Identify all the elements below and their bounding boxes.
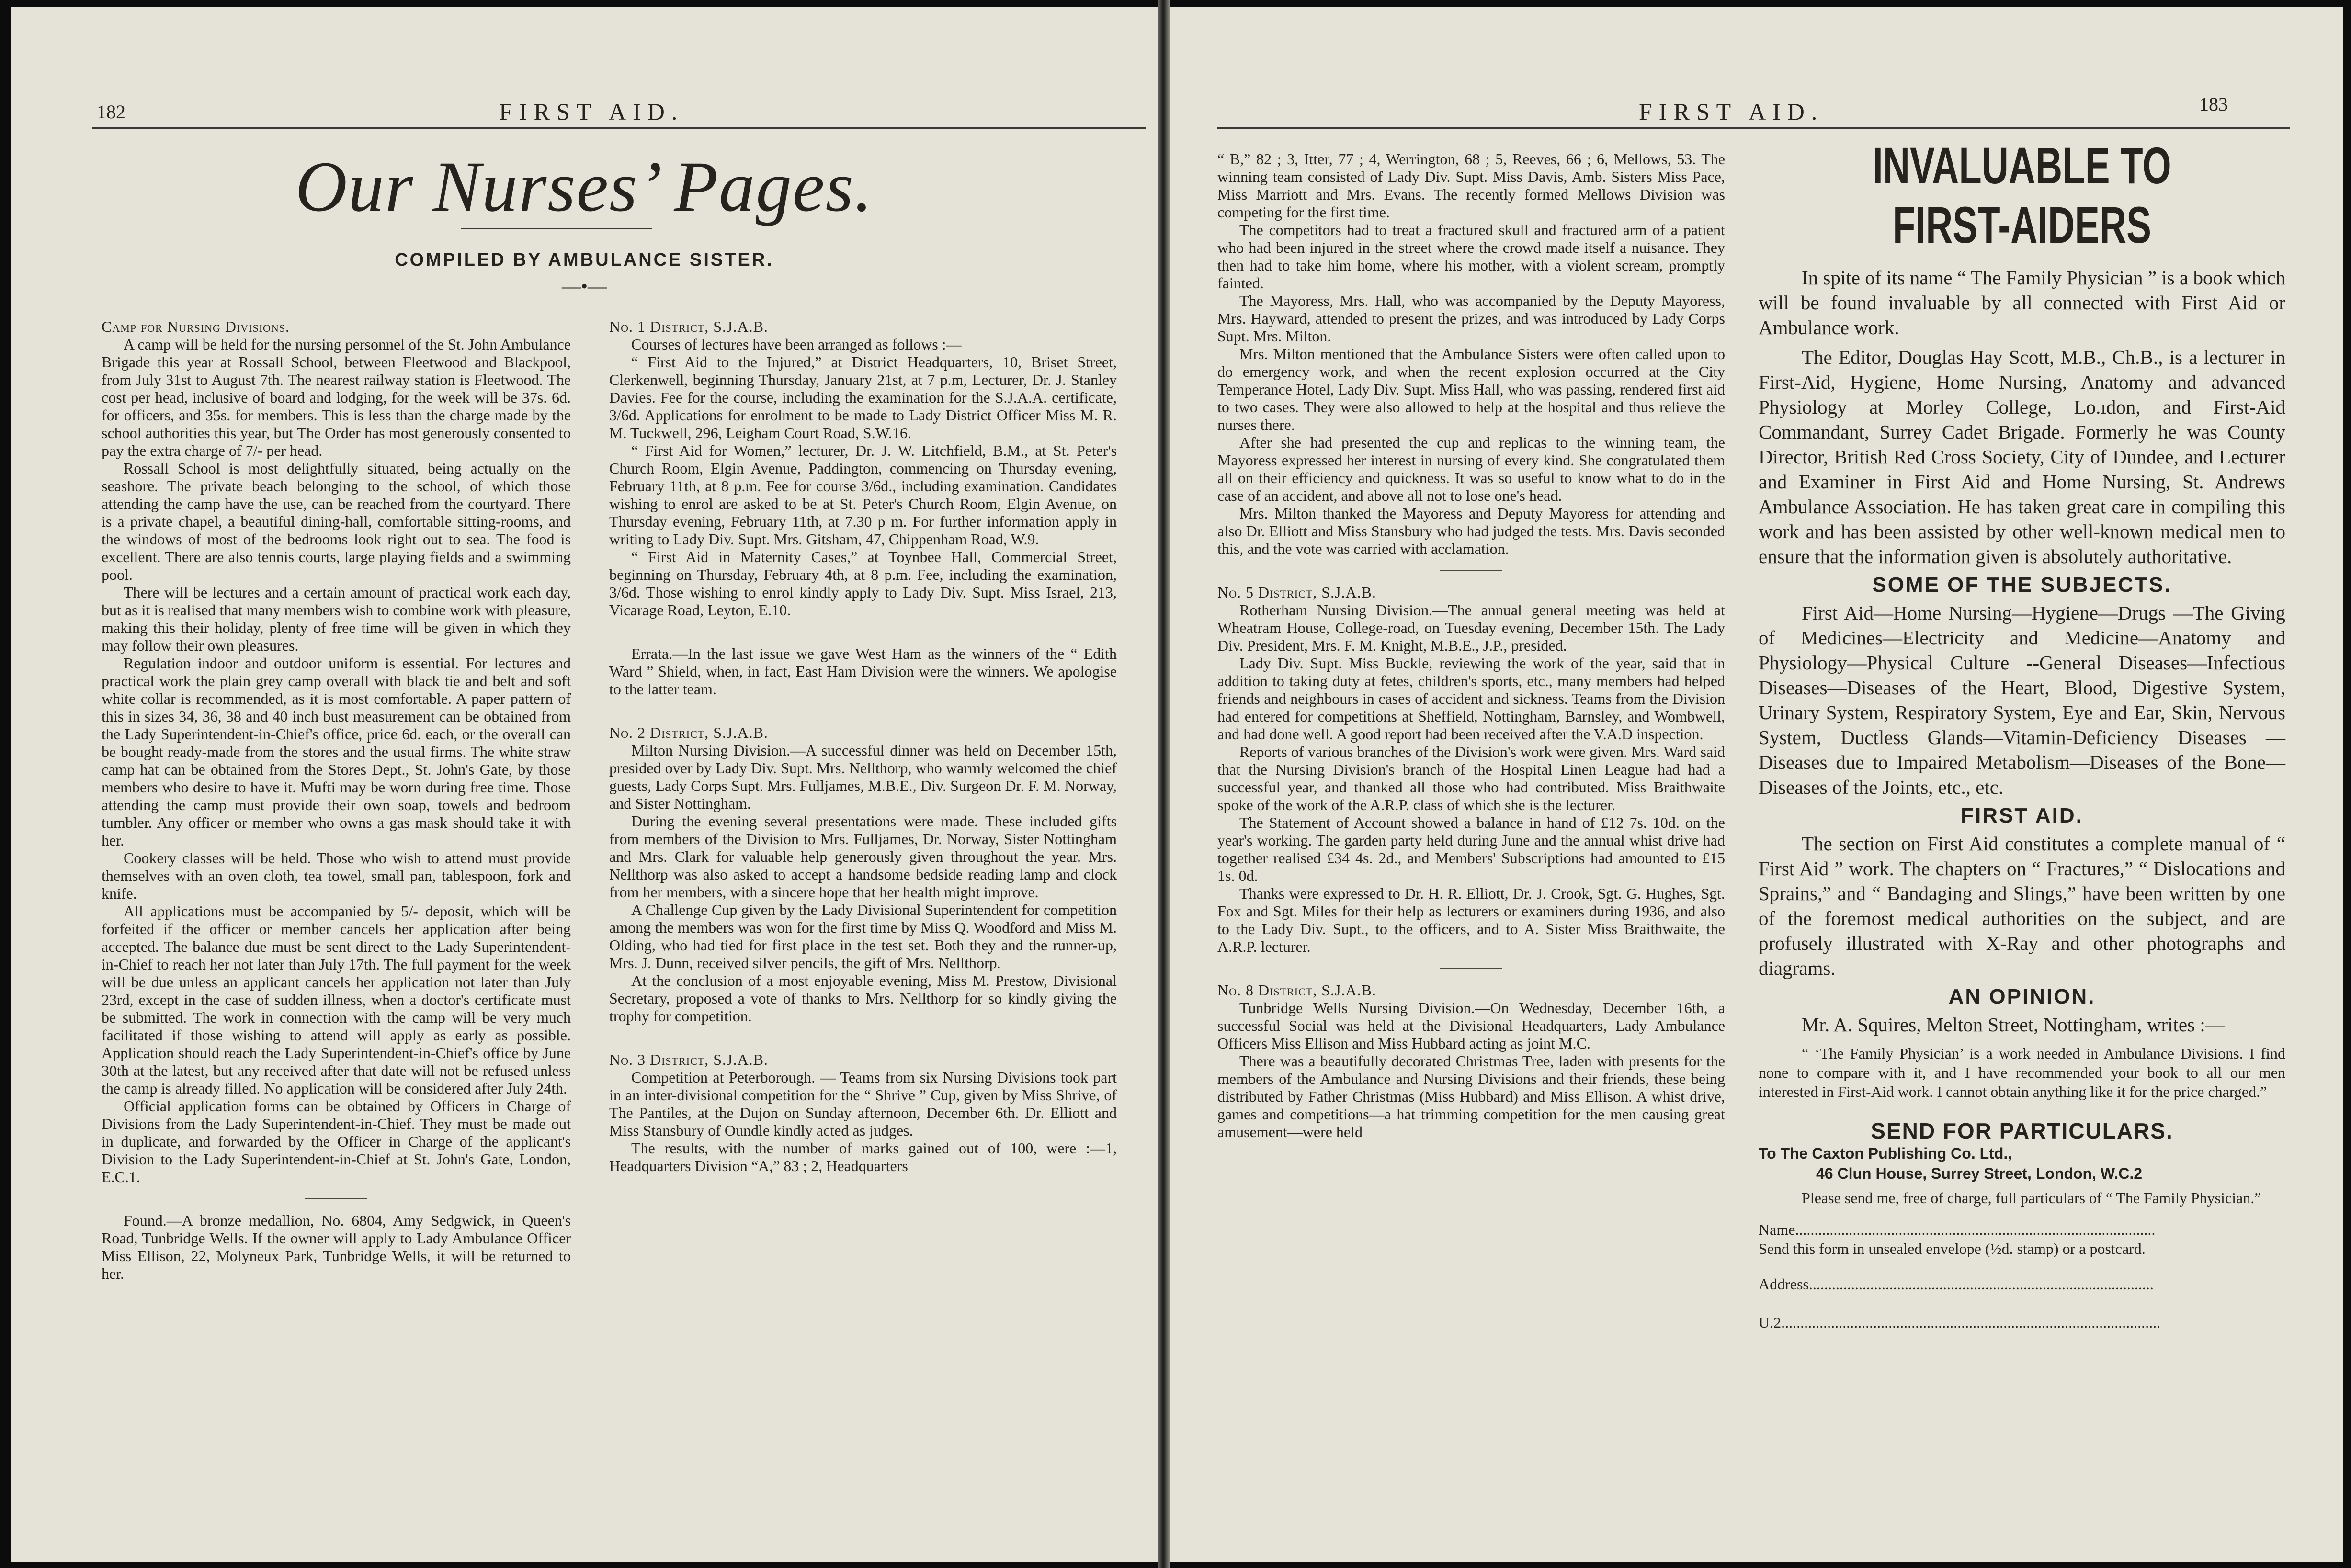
paragraph: Rotherham Nursing Division.—The annual general meeting was held at Wheatram House, College-road, on Tuesday evening, December 15th. The Lady Div. President, Mrs. F. M. Knight, M.B.E., J.P., presided. xyxy=(1217,601,1725,654)
paragraph: A camp will be held for the nursing personnel of the St. John Ambulance Brigade this year at Rossall School, between Fleetwood and Blackpool, from July 31st to August 7th. The nearest railway station is Fleetwood. The cost per head, inclusive of board and lodging, for the week will be 37s. 6d. for officers, and 35s. for members. This is less than the charge made by the school authorities this year, but The Order has most generously consented to pay the extra charge of 7/- per head. xyxy=(102,336,571,459)
left-page xyxy=(11,7,1158,1562)
name-label: Name xyxy=(1759,1221,1795,1238)
header-rule xyxy=(92,127,1146,129)
paragraph: Courses of lectures have been arranged as follows :— xyxy=(631,336,962,353)
found-notice: Found.—A bronze medallion, No. 6804, Amy Sedgwick, in Queen's Road, Tunbridge Wells. If the owner will apply to Lady Ambulance Officer Miss Ellison, 22, Molyneux Park, Tunbridge Wells, it will be returned to her. xyxy=(102,1212,571,1282)
section-subtitle: COMPILED BY AMBULANCE SISTER. xyxy=(395,250,774,270)
subjects-heading: SOME OF THE SUBJECTS. xyxy=(1872,573,2172,597)
paragraph: At the conclusion of a most enjoyable evening, Miss M. Prestow, Divisional Secretary, proposed a vote of thanks to Mrs. Nellthorp for so kindly giving the trophy for competition. xyxy=(609,972,1117,1025)
paragraph: “ First Aid for Women,” lecturer, Dr. J. W. Litchfield, B.M., at St. Peter's Church Room, Elgin Avenue, Paddington, commencing on Thursday evening, February 11th, at 8 p.m. Fee for course 3/6d., including examination. Candidates wishing to enrol are asked to be at St. Peter's Church Room, Elgin Avenue, on Thursday evening, February 11th, at 7.30 p m. For further information apply in writing to Lady Div. Supt. Mrs. Gitsham, 47, Chippenham Road, W.9. xyxy=(609,442,1117,548)
header-rule xyxy=(1217,127,2290,129)
right-column-1 xyxy=(1217,150,1725,1141)
district-8-heading: No. 8 District, S.J.A.B. xyxy=(1217,981,1376,999)
paragraph: “ B,” 82 ; 3, Itter, 77 ; 4, Werrington, 68 ; 5, Reeves, 66 ; 6, Mellows, 53. The winning team consisted of Lady Div. Supt. Miss Davis, Amb. Sisters Miss Pace, Miss Marriott and Mrs. Evans. The recently formed Mellows Division was competing for the first time. xyxy=(1217,150,1725,221)
opinion-heading: AN OPINION. xyxy=(1948,985,2096,1008)
first-aid-heading: FIRST AID. xyxy=(1961,804,2083,827)
running-head: FIRST AID. xyxy=(1639,98,1824,125)
paragraph: Tunbridge Wells Nursing Division.—On Wednesday, December 16th, a successful Social was held at the Divisional Headquarters, Lady Ambulance Officers Miss Ellison and Miss Hubbard acting as joint M.C. xyxy=(1217,999,1725,1052)
district-1-heading: No. 1 District, S.J.A.B. xyxy=(609,318,768,335)
paragraph: The results, with the number of marks gained out of 100, were :—1, Headquarters Division “A,” 83 ; 2, Headquarters xyxy=(609,1139,1117,1174)
running-head: FIRST AID. xyxy=(499,98,684,125)
page-number: 183 xyxy=(2199,93,2228,115)
code-label: U.2 xyxy=(1759,1314,1782,1331)
form-note: Send this form in unsealed envelope (½d. stamp) or a postcard. xyxy=(1759,1240,2146,1257)
book-gutter xyxy=(1158,0,1170,1568)
to-line: To The Caxton Publishing Co. Ltd., xyxy=(1759,1145,2012,1162)
ornament: —•— xyxy=(561,275,607,297)
paragraph: Milton Nursing Division.—A successful dinner was held on December 15th, presided over by Lady Div. Supt. Mrs. Nellthorp, who warmly welcomed the chief guests, Lady Corps Supt. Mrs. Fulljames, M.B.E., Div. Surgeon Dr. F. M. Norway, and Sister Nottingham. xyxy=(609,742,1117,812)
paragraph: During the evening several presentations were made. These included gifts from members of the Division to Mrs. Fulljames, Dr. Norway, Sister Nottingham and Mrs. Clark for valuable help generously given throughout the year. Mrs. Nellthorp was also asked to accept a handsome bedside reading lamp and clock from her members, with a sincere hope that her health might improve. xyxy=(609,812,1117,901)
title-underline xyxy=(461,228,652,229)
ad-first-aid: The section on First Aid constitutes a complete manual of “ First Aid ” work. The chapters on “ Fractures,” “ Dislocations and Sprains,” and “ Bandaging and Slings,” have been written by one of the foremost medical authorities on the subject, and are profusely illustrated with X-Ray and other photographs and diagrams. xyxy=(1759,833,2285,979)
paragraph: The Statement of Account showed a balance in hand of £12 7s. 10d. on the year's working. The garden party held during June and the annual whist drive had together realised £34 4s. 2d., and Members' Subscriptions had amounted to £15 1s. 0d. xyxy=(1217,814,1725,884)
ad-headline-1: INVALUABLE TO xyxy=(1873,136,2171,194)
paragraph: Lady Div. Supt. Miss Buckle, reviewing the work of the year, said that in addition to taking duty at fetes, children's sports, etc., many members had helped friends and neighbours in cases of accident and sickness. Teams from the Division had entered for competitions at Sheffield, Nottingham, Barnsley, and Wombwell, and had done well. A good report had been received after the V.A.D inspection. xyxy=(1217,654,1725,743)
separator xyxy=(1440,570,1502,571)
ad-editor: The Editor, Douglas Hay Scott, M.B., Ch.B., is a lecturer in First-Aid, Hygiene, Home Nursing, Anatomy and advanced Physiology at Morley College, Lo.ıdon, and First-Aid Commandant, Surrey Cadet Brigade. Formerly he was County Director, British Red Cross Society, City of Dundee, and Lecturer and Examiner in First Aid and Home Nursing, St. Andrews Ambulance Association. He has taken great care in compiling this work and has been assisted by other well-known medical men to ensure that the information given is absolutely authoritative. xyxy=(1759,346,2285,567)
right-page xyxy=(1170,7,2343,1562)
address-field[interactable]: Address.......................................................................................... xyxy=(1759,1275,2154,1293)
name-field[interactable]: Name.............................................................................................. xyxy=(1759,1221,2156,1238)
address-line: 46 Clun House, Surrey Street, London, W.C.2 xyxy=(1816,1165,2142,1182)
paragraph: Regulation indoor and outdoor uniform is essential. For lectures and practical work the plain grey camp overall with black tie and belt and soft white collar is recommended, as it is most comfortable. A paper pattern of this in sizes 34, 36, 38 and 40 inch bust measurement can be obtained from the Lady Superintendent-in-Chief's office, price 6d. each, or the overall can be bought ready-made from the stores and the usual firms. The white straw camp hat can be obtained from the Stores Dept., St. John's Gate, by those members who desire to have it. Mufti may be worn during free time. Those attending the camp must provide their own soap, towels and bedroom tumbler. Any officer or member who owns a gas mask should take it with her. xyxy=(102,654,571,849)
paragraph: Mrs. Milton mentioned that the Ambulance Sisters were often called upon to do emergency work, and when the recent explosion occurred at the City Temperance Hotel, Lady Div. Supt. Miss Hall, who was passing, rendered first aid to two cases. They were also allowed to help at the hospital and thus relieve the nurses there. xyxy=(1217,345,1725,433)
address-label: Address xyxy=(1759,1275,1809,1293)
ad-intro: In spite of its name “ The Family Physician ” is a book which will be found invaluable by all connected with First Aid or Ambulance work. xyxy=(1759,267,2285,338)
ad-opinion-intro: Mr. A. Squires, Melton Street, Nottingham, writes :— xyxy=(1802,1014,2225,1036)
paragraph: Competition at Peterborough. — Teams from six Nursing Divisions took part in an inter-divisional competition for the “ Shrive ” Cup, given by Miss Shrive, of The Pantiles, at the Dujon on Sunday afternoon, December 6th. Dr. Elliott and Miss Stansbury of Oundle kindly acted as judges. xyxy=(609,1069,1117,1139)
paragraph: The Mayoress, Mrs. Hall, who was accompanied by the Deputy Mayoress, Mrs. Hayward, attended to present the prizes, and was introduced by Lady Corps Supt. Mrs. Milton. xyxy=(1217,292,1725,345)
section-title: Our Nurses’ Pages. xyxy=(295,147,874,226)
paragraph: A Challenge Cup given by the Lady Divisional Superintendent for competition among the members was won for the first time by Miss Q. Woodford and Miss M. Olding, who had tied for first place in the test set. Both they and the runner-up, Mrs. J. Dunn, received silver pencils, the gift of Mrs. Nellthorp. xyxy=(609,901,1117,971)
send-heading: SEND FOR PARTICULARS. xyxy=(1871,1118,2173,1143)
separator xyxy=(1440,968,1502,969)
page-number: 182 xyxy=(97,101,125,123)
paragraph: Mrs. Milton thanked the Mayoress and Deputy Mayoress for attending and also Dr. Elliott and Miss Stansbury who had judged the tests. Mrs. Davis seconded this, and the vote was carried with acclamation. xyxy=(1217,505,1725,557)
ad-headline-2: FIRST-AIDERS xyxy=(1892,196,2152,254)
district-5-heading: No. 5 District, S.J.A.B. xyxy=(1217,584,1376,601)
paragraph: Thanks were expressed to Dr. H. R. Elliott, Dr. J. Crook, Sgt. G. Hughes, Sgt. Fox and Sgt. Miles for their help as lecturers or examiners during 1936, and also to the Lady Div. Supt., to the officers, and to A. Sister Miss Braithwaite, the A.R.P. lecturer. xyxy=(1217,885,1725,955)
paragraph: There was a beautifully decorated Christmas Tree, laden with presents for the members of the Ambulance and Nursing Divisions and their friends, these being distributed by Father Christmas (Miss Hubbard) and Miss Ellison. A whist drive, games and competitions—a hat trimming competition for the men causing great amusement—were held xyxy=(1217,1052,1725,1140)
ad-opinion-quote: “ ‘The Family Physician’ is a work needed in Ambulance Divisions. I find none to compare with it, and I have recommended your book to all our men interested in First-Aid work. I cannot obtain anything like it for the price charged.” xyxy=(1759,1045,2285,1100)
district-2-heading: No. 2 District, S.J.A.B. xyxy=(609,724,768,741)
paragraph: All applications must be accompanied by 5/- deposit, which will be forfeited if the officer or member cancels her application after being accepted. The balance due must be sent direct to the Lady Superintendent-in-Chief to reach her not later than July 17th. The full payment for the week will be due unless an applicant cancels her application not later than July 23rd, except in the case of sudden illness, when a doctor's certificate must be submitted. The work in connection with the camp will be very much facilitated if those wishing to attend will apply as early as possible. Application should reach the Lady Superintendent-in-Chief's office by June 30th at the latest, but any received after that date will not be refused unless the camp is already filled. No application will be considered after July 24th. xyxy=(102,902,571,1097)
request-text: Please send me, free of charge, full particulars of “ The Family Physician.” xyxy=(1802,1189,2261,1207)
paragraph: “ First Aid to the Injured,” at District Headquarters, 10, Briset Street, Clerkenwell, beginning Thursday, January 21st, at 7 p.m, Lecturer, Dr. J. Stanley Davies. Fee for the course, including the examination for the S.J.A.A. certificate, 3/6d. Applications for enrolment to be made to Lady District Officer Miss M. R. M. Tuckwell, 296, Leigham Court Road, S.W.16. xyxy=(609,353,1117,441)
paragraph: Official application forms can be obtained by Officers in Charge of Divisions from the Lady Superintendent-in-Chief. They must be made out in duplicate, and forwarded by the Officer in Charge of the applicant's Division to the Lady Superintendent-in-Chief at St. John's Gate, London, E.C.1. xyxy=(102,1097,571,1185)
camp-heading: Camp for Nursing Divisions. xyxy=(102,318,290,335)
paragraph: After she had presented the cup and replicas to the winning team, the Mayoress expressed her interest in nursing of every kind. She congratulated them all on their efficiency and quickness. It was so useful to know what to do in the case of an accident, and above all not to lose one's head. xyxy=(1217,434,1725,504)
district-3-heading: No. 3 District, S.J.A.B. xyxy=(609,1051,768,1068)
left-column-2 xyxy=(609,313,1117,1175)
paragraph: Cookery classes will be held. Those who wish to attend must provide themselves with an oven cloth, tea towel, small pan, tablespoon, fork and knife. xyxy=(102,849,571,902)
ad-subjects: First Aid—Home Nursing—Hygiene—Drugs —The Giving of Medicines—Electricity and Medicine—Anatomy and Physiology—Physical Culture --General Diseases—Infectious Diseases—Diseases of the Heart, Blood, Digestive System, Urinary System, Respiratory System, Eye and Ear, Skin, Nervous System, Ductless Glands—Vitamin-Deficiency Diseases — Diseases due to Impaired Metabolism—Diseases of the Bone—Diseases of the Joints, etc., etc. xyxy=(1759,602,2285,798)
separator xyxy=(305,1198,367,1199)
errata-notice: Errata.—In the last issue we gave West Ham as the winners of the “ Edith Ward ” Shield, when, in fact, East Ham Division were the winners. We apologise to the latter team. xyxy=(609,645,1117,698)
paragraph: There will be lectures and a certain amount of practical work each day, but as it is realised that many members wish to combine work with pleasure, making this their holiday, plenty of free time will be given in which they may follow their own pleasures. xyxy=(102,584,571,654)
paragraph: “ First Aid in Maternity Cases,” at Toynbee Hall, Commercial Street, beginning on Thursday, February 4th, at 8 p.m. Fee, including the examination, 3/6d. Those wishing to enrol kindly apply to Lady Div. Supt. Miss Israel, 213, Vicarage Road, Leyton, E.10. xyxy=(609,548,1117,619)
left-column-1 xyxy=(102,313,571,1283)
paragraph: Rossall School is most delightfully situated, being actually on the seashore. The private beach belonging to the school, of which those attending the camp have the use, can be reached from the courtyard. There is a private chapel, a beautiful dining-hall, comfortable sitting-rooms, and the windows of most of the bedrooms look right out to sea. The food is excellent. There are also tennis courts, large playing fields and a swimming pool. xyxy=(102,460,571,583)
paragraph: Reports of various branches of the Division's work were given. Mrs. Ward said that the Nursing Division's branch of the Hospital Linen League had had a successful year, and thanked all those who had contributed. Miss Braithwaite spoke of the work of the A.R.P. class of which she is the lecturer. xyxy=(1217,743,1725,813)
paragraph: The competitors had to treat a fractured skull and fractured arm of a patient who had been injured in the street where the crowd made itself a nuisance. They then had to take him home, where his mother, with a violent scream, promptly fainted. xyxy=(1217,221,1725,292)
family-physician-advertisement xyxy=(1759,136,2285,1332)
code-field[interactable]: U.2................................................................................................... xyxy=(1759,1314,2161,1331)
